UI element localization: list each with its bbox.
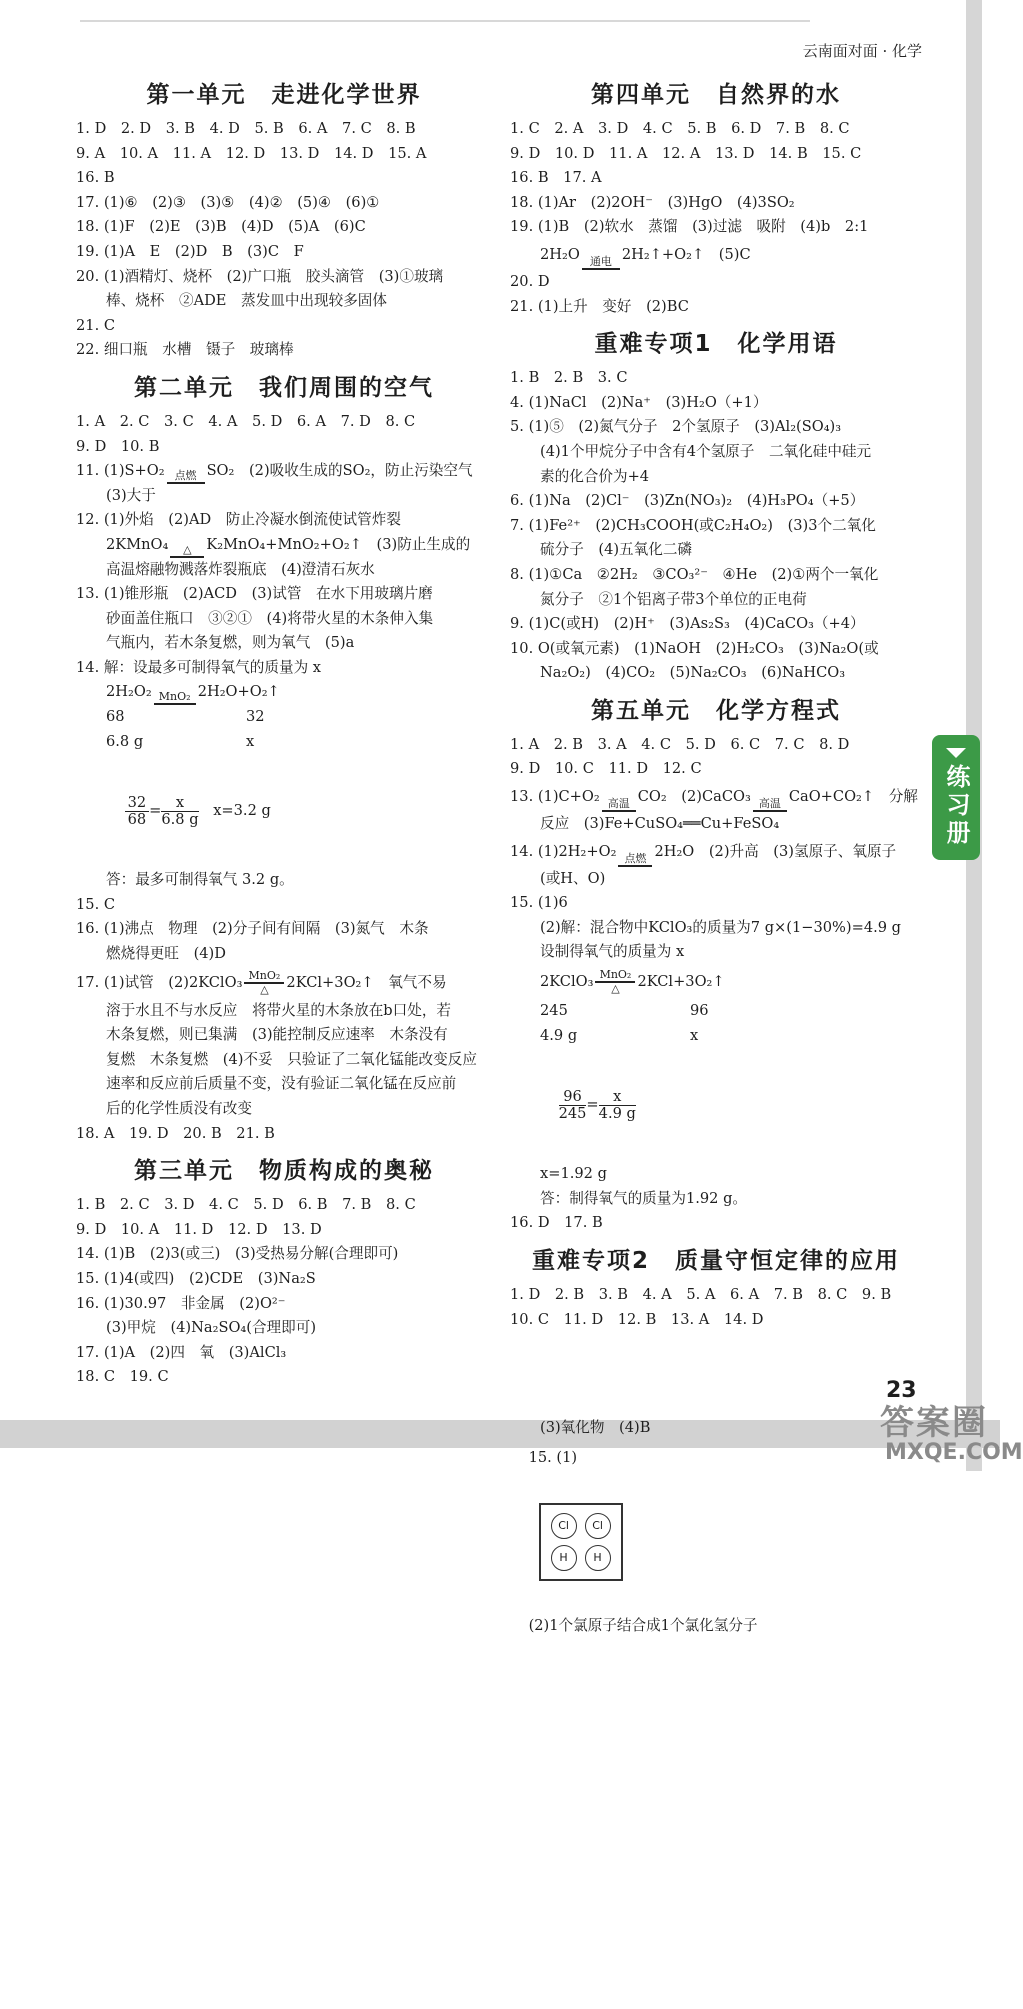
eq-part: CO₂ (2)CaCO₃ [637, 788, 751, 806]
equation-line [76, 967, 492, 999]
answer-line: 溶于水且不与水反应 将带火星的木条放在b口处，若 [106, 1001, 452, 1019]
fraction [125, 795, 150, 828]
answer-line: 22. 细口瓶 水槽 镊子 玻璃棒 [76, 341, 294, 359]
answer-line: 1. D 2. B 3. B 4. A 5. A 6. A 7. B 8. C 9. B [510, 1286, 892, 1303]
answer-line: 高温熔融物溅落炸裂瓶底 (4)澄清石灰水 [106, 560, 375, 578]
answer-line: 16. B [76, 169, 115, 187]
answer-line: 14. 解：设最多可制得氧气的质量为 x [76, 658, 322, 676]
equation-line [510, 782, 922, 812]
condition-label: △ [260, 982, 269, 996]
equation-line [510, 837, 922, 867]
answer-line: 15. C [76, 895, 116, 913]
answer-line: 15. (1)6 [510, 894, 568, 912]
special2-title: 重难专项2 质量守恒定律的应用 [531, 1248, 900, 1274]
mass-line [76, 730, 492, 755]
answer-line: 4. (1)NaCl (2)Na⁺ (3)H₂O（+1） [510, 393, 768, 411]
answer-line: 10. C 11. D 12. B 13. A 14. D [510, 1310, 764, 1328]
eq-part: SO₂ (2)吸收生成的SO₂，防止污染空气 [206, 462, 473, 480]
numerator: x [161, 795, 198, 812]
answer-line: 木条复燃，则已集满 (3)能控制反应速率 木条没有 [106, 1026, 448, 1044]
answer-line: 9. D 10. C 11. D 12. C [510, 760, 702, 778]
eq-part: 2KCl+3O₂↑ 氧气不易 [286, 973, 447, 991]
condition-label: 点燃 [624, 851, 647, 865]
answer-line: 17. (1)⑥ (2)③ (3)⑤ (4)② (5)④ (6)① [76, 193, 380, 211]
fraction [559, 1089, 587, 1122]
answer-line: 1. B 2. B 3. C [510, 369, 628, 387]
answer-line: 速率和反应前后质量不变，没有验证二氧化锰在反应前 [106, 1075, 457, 1093]
answer-line: 1. A 2. C 3. C 4. A 5. D 6. A 7. D 8. C [76, 412, 416, 430]
condition-label: 点燃 [174, 468, 197, 482]
mass-value: x [246, 732, 255, 750]
denominator: 4.9 g [598, 1104, 636, 1122]
eq-part: 14. (1)2H₂+O₂ [510, 842, 617, 860]
ratio-line: $\frac{96}{245}$ = $\frac{x}{4.9 g}$ [558, 1087, 636, 1122]
answer-line: 21. (1)上升 变好 (2)BC [510, 297, 689, 315]
answer-line: 1. D 2. D 3. B 4. D 5. B 6. A 7. C 8. B [76, 120, 416, 137]
answer-line: 复燃 木条复燃 (4)不妥 只验证了二氧化锰能改变反应 [106, 1050, 477, 1068]
special1-title: 重难专项1 化学用语 [594, 331, 838, 358]
reaction-condition [593, 969, 637, 995]
answer-line: 18. (1)Ar (2)2OH⁻ (3)HgO (4)3SO₂ [510, 193, 795, 211]
answer-line: 设制得氧气的质量为 x [540, 943, 685, 961]
equation-line [76, 680, 492, 705]
mass-line [76, 705, 492, 730]
hydrogen-atom-icon: H [585, 1545, 611, 1571]
answer-line: 8. (1)①Ca ②2H₂ ③CO₃²⁻ ④He (2)①两个一氧化 [510, 565, 879, 583]
answer-line: 16. D 17. B [510, 1214, 603, 1232]
mass-value: 6.8 g [106, 732, 144, 750]
fraction [161, 795, 198, 828]
answer-line: 9. A 10. A 11. A 12. D 13. D 14. D 15. A [76, 144, 427, 162]
tab-arrow-icon [946, 748, 966, 758]
condition-label: 高温 [607, 797, 630, 811]
mass-line [510, 999, 922, 1024]
side-tab [932, 735, 980, 860]
condition-label: △ [183, 542, 192, 556]
equation-line [510, 240, 922, 270]
condition-label: 高温 [758, 797, 781, 811]
answer-line: 答：最多可制得氧气 3.2 g。 [106, 871, 294, 889]
unit3-title: 第三单元 物质构成的奥秘 [134, 1158, 434, 1185]
numerator: 32 [125, 795, 150, 812]
equation-line [76, 459, 492, 484]
right-column [510, 70, 922, 1635]
answer-line: 棒、烧杯 ②ADE 蒸发皿中出现较多固体 [106, 292, 387, 310]
answer-line: 9. D 10. A 11. D 12. D 13. D [76, 1220, 322, 1238]
reaction-condition [580, 256, 622, 270]
denominator: 6.8 g [161, 810, 199, 828]
answer-line: 20. (1)酒精灯、烧杯 (2)广口瓶 胶头滴管 (3)①玻璃 [76, 267, 444, 285]
unit5-title: 第五单元 化学方程式 [591, 697, 841, 724]
reaction-condition [751, 798, 789, 812]
answer-line: 15. (1)4(或四) (2)CDE (3)Na₂S [76, 1269, 316, 1287]
condition-label: MnO₂ [248, 968, 281, 982]
condition-label: △ [611, 982, 620, 996]
ratio-line: $\frac{32}{68}$ = $\frac{x}{6.8 g}$ x=3.2 g [76, 754, 492, 868]
answer-line: 后的化学性质没有改变 [106, 1100, 252, 1117]
reaction-condition [152, 691, 198, 705]
numerator: x [599, 1089, 636, 1106]
answer-line: 18. (1)F (2)E (3)B (4)D (5)A (6)C [76, 218, 366, 236]
chlorine-atom-icon: Cl [551, 1513, 577, 1539]
answer-line: 1. A 2. B 3. A 4. C 5. D 6. C 7. C 8. D [510, 735, 850, 753]
answer-line: (2)解：混合物中KClO₃的质量为7 g×(1−30%)=4.9 g [540, 918, 902, 936]
mass-value: 68 [106, 708, 125, 726]
page-number: 23 [886, 1378, 917, 1403]
reaction-condition [242, 970, 286, 996]
answer-line: 7. (1)Fe²⁺ (2)CH₃COOH(或C₂H₄O₂) (3)3个二氧化 [510, 516, 876, 534]
answer-line: (3)氧化物 (4)B [540, 1419, 651, 1437]
equation-line [510, 965, 922, 999]
answer-line: (4)1个甲烷分子中含有4个氢原子 二氧化硅中硅元 [540, 442, 872, 460]
unit1-title: 第一单元 走进化学世界 [146, 82, 422, 108]
answer-line: (3)甲烷 (4)Na₂SO₄(合理即可) [106, 1319, 317, 1337]
eq-part: K₂MnO₄+MnO₂+O₂↑ (3)防止生成的 [206, 535, 471, 553]
eq-part: 2H₂O+O₂↑ [197, 683, 280, 701]
denominator: 245 [558, 1104, 587, 1122]
answer-line: 18. C 19. C [76, 1368, 169, 1386]
answer-line: 10. O(或氧元素) (1)NaOH (2)H₂CO₃ (3)Na₂O(或 [510, 639, 879, 657]
answer-line: 5. (1)⑤ (2)氮气分子 2个氢原子 (3)Al₂(SO₄)₃ [510, 418, 842, 436]
mass-value: 245 [540, 1002, 568, 1020]
answer-line: 20. D [510, 272, 550, 290]
fraction [599, 1089, 636, 1122]
condition-label: MnO₂ [158, 690, 191, 704]
answer-line: 9. D 10. D 11. A 12. A 13. D 14. B 15. C [510, 144, 862, 162]
answer-line: 17. (1)A (2)四 氧 (3)AlCl₃ [76, 1343, 287, 1361]
result: x=3.2 g [213, 802, 271, 820]
mass-line [510, 1024, 922, 1049]
eq-part: 2KClO₃ [540, 973, 594, 991]
watermark-logo: 答案圈 [880, 1403, 988, 1443]
answer-line: 16. (1)30.97 非金属 (2)O²⁻ [76, 1294, 286, 1312]
side-tab-label: 练习册 [942, 763, 970, 848]
answer-line: (或H、O) [540, 869, 606, 887]
eq-part: 13. (1)C+O₂ [510, 788, 600, 806]
answer-line: 答：制得氧气的质量为1.92 g。 [540, 1189, 748, 1207]
answer-line: 素的化合价为+4 [540, 467, 650, 485]
answer-line: 燃烧得更旺 (4)D [106, 945, 226, 963]
reaction-condition [600, 798, 638, 812]
chlorine-atom-icon: Cl [585, 1513, 611, 1539]
answer-line: 砂面盖住瓶口 ③②① (4)将带火星的木条伸入集 [106, 609, 434, 627]
answer-line: 21. C [76, 316, 116, 334]
answer-line: 6. (1)Na (2)Cl⁻ (3)Zn(NO₃)₂ (4)H₃PO₄（+5） [510, 492, 865, 510]
answer-line: 1. C 2. A 3. D 4. C 5. B 6. D 7. B 8. C [510, 120, 850, 137]
numerator: 96 [559, 1089, 587, 1106]
reaction-condition [168, 544, 206, 558]
eq-part: 2KMnO₄ [106, 535, 169, 553]
answer-line: 19. (1)B (2)软水 蒸馏 (3)过滤 吸附 (4)b 2:1 [510, 218, 869, 236]
reaction-condition [165, 470, 207, 484]
mass-value: x [690, 1026, 699, 1044]
unit1-answers [76, 117, 492, 363]
answer-line: 1. B 2. C 3. D 4. C 5. D 6. B 7. B 8. C [76, 1196, 416, 1214]
answer-text: (2)1个氯原子结合成1个氯化氢分子 [528, 1617, 758, 1635]
answer-line: 16. B 17. A [510, 169, 602, 187]
equation-line [76, 533, 492, 558]
answer-line: 反应 (3)Fe+CuSO₄══Cu+FeSO₄ [540, 815, 780, 833]
watermark-url: MXQE.COM [885, 1440, 1023, 1465]
eq-part: 2H₂↑+O₂↑ (5)C [621, 245, 751, 263]
mass-value: 96 [690, 1002, 709, 1020]
eq-part: 2H₂O₂ [106, 683, 152, 701]
molecule-diagram [539, 1503, 623, 1581]
hydrogen-atom-icon: H [551, 1545, 577, 1571]
answer-line: (3)大于 [106, 486, 156, 504]
answer-line: 9. (1)C(或H) (2)H⁺ (3)As₂S₃ (4)CaCO₃（+4） [510, 615, 865, 633]
denominator: 68 [127, 810, 147, 828]
answer-line: x=1.92 g [540, 1165, 607, 1183]
answer-line: 氮分子 ②1个铝离子带3个单位的正电荷 [540, 590, 807, 608]
eq-part: 2KCl+3O₂↑ [637, 973, 725, 991]
eq-part: 2H₂O [540, 245, 580, 263]
reaction-condition [616, 853, 654, 867]
header-series-title: 云南面对面 · 化学 [802, 42, 922, 60]
mass-value: 32 [246, 708, 265, 726]
answer-line: Na₂O₂) (4)CO₂ (5)Na₂CO₃ (6)NaHCO₃ [540, 664, 846, 682]
eq-part: CaO+CO₂↑ 分解 [788, 788, 918, 806]
answer-line: 12. (1)外焰 (2)AD 防止冷凝水倒流使试管炸裂 [76, 511, 401, 529]
top-rule [80, 20, 810, 22]
unit2-title: 第二单元 我们周围的空气 [134, 374, 434, 401]
left-column [76, 70, 492, 1390]
answer-line: 14. (1)B (2)3(或三) (3)受热易分解(合理即可) [76, 1245, 399, 1263]
mass-value: 4.9 g [540, 1026, 578, 1044]
answer-line: 9. D 10. B [76, 437, 160, 455]
unit4-title: 第四单元 自然界的水 [591, 82, 841, 108]
condition-label: MnO₂ [599, 968, 632, 982]
answer-line: 16. (1)沸点 物理 (2)分子间有间隔 (3)氮气 木条 [76, 920, 429, 938]
answer-line: 13. (1)锥形瓶 (2)ACD (3)试管 在水下用玻璃片磨 [76, 585, 433, 603]
condition-label: 通电 [589, 254, 612, 268]
eq-part: 2H₂O (2)升高 (3)氢原子、氧原子 [654, 842, 897, 860]
answer-line: 19. (1)A E (2)D B (3)C F [76, 242, 304, 260]
eq-part: 17. (1)试管 (2)2KClO₃ [76, 973, 243, 991]
eq-part: 11. (1)S+O₂ [76, 462, 165, 480]
answer-line: 气瓶内，若木条复燃，则为氧气 (5)a [106, 634, 355, 652]
answer-line: 18. A 19. D 20. B 21. B [76, 1124, 275, 1142]
answer-line: 硫分子 (4)五氧化二磷 [540, 541, 693, 559]
answer-prefix: 15. (1) [528, 1449, 578, 1467]
